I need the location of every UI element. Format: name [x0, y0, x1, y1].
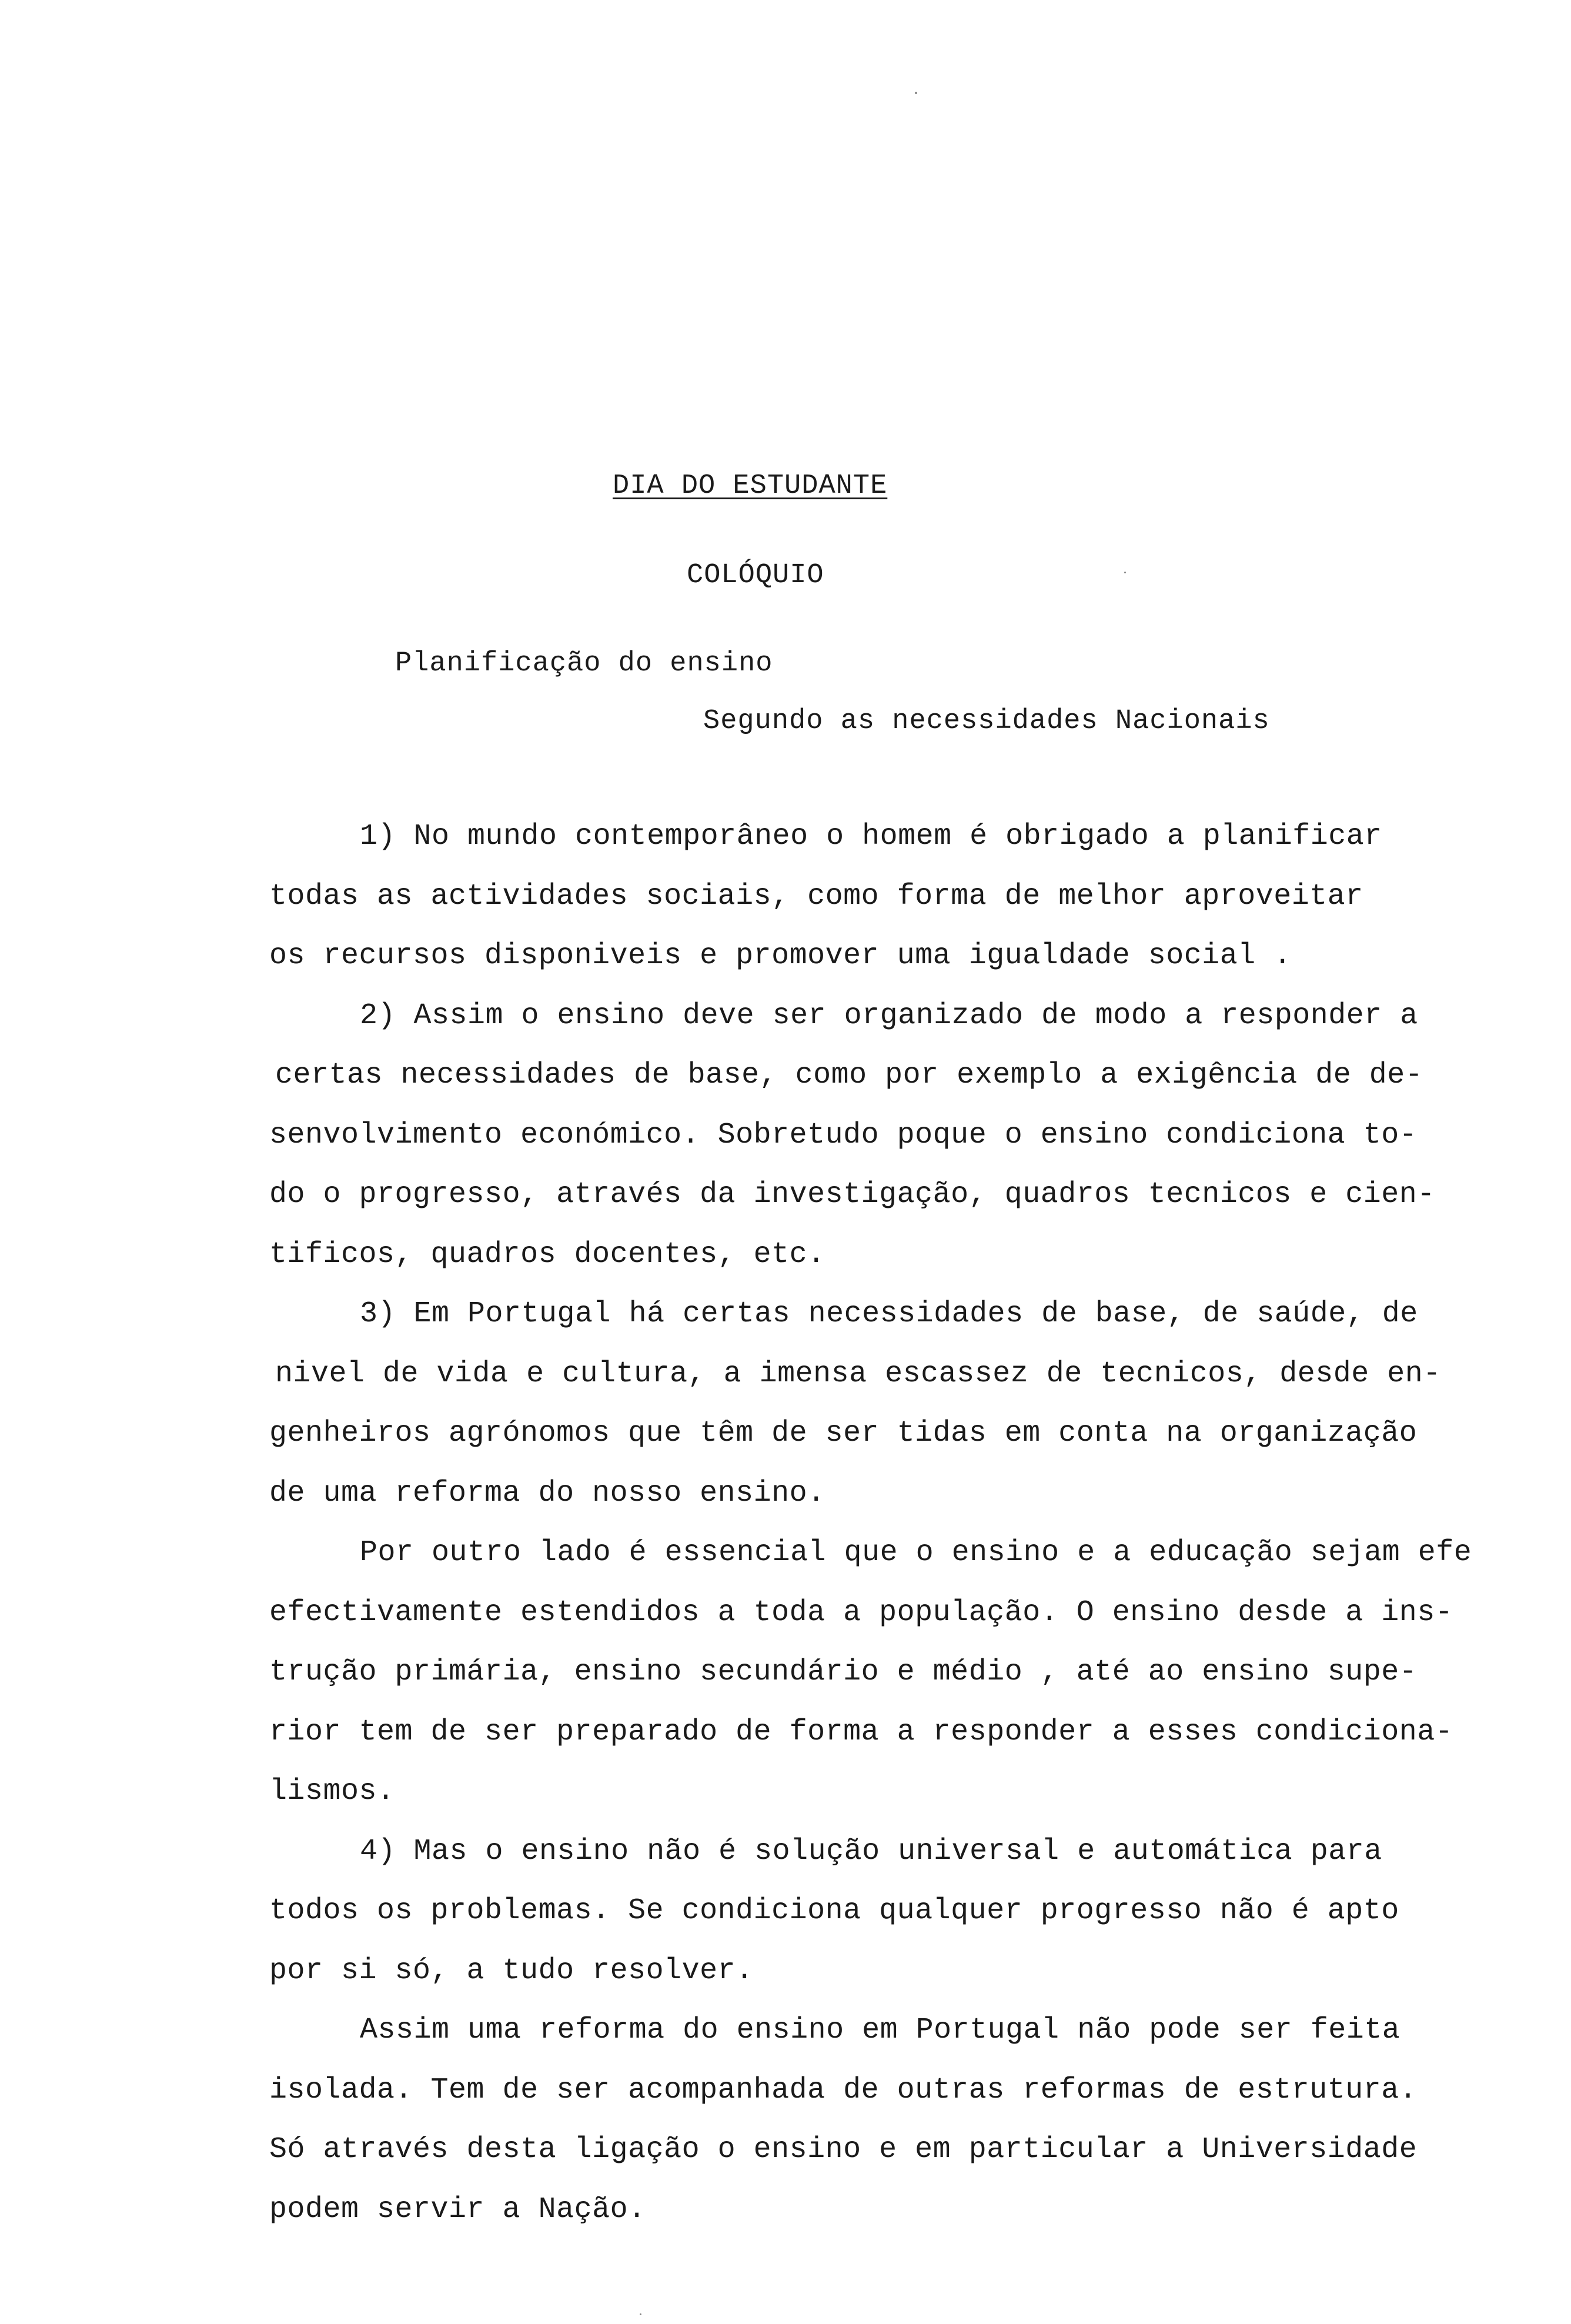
text-line: Por outro lado é essencial que o ensino e a educação sejam efe — [360, 1536, 1472, 1570]
document-title: DIA DO ESTUDANTE — [613, 470, 888, 502]
text-line: tificos, quadros docentes, etc. — [269, 1238, 825, 1271]
topic-line-2: Segundo as necessidades Nacionais — [703, 706, 1270, 737]
text-line: efectivamente estendidos a toda a população. O ensino desde a ins- — [269, 1596, 1453, 1630]
text-line: 3) Em Portugal há certas necessidades de base, de saúde, de — [360, 1297, 1418, 1331]
text-line: Assim uma reforma do ensino em Portugal não pode ser feita — [360, 2014, 1400, 2047]
text-line: nivel de vida e cultura, a imensa escassez de tecnicos, desde en- — [275, 1357, 1441, 1391]
text-line: por si só, a tudo resolver. — [269, 1954, 754, 1988]
text-line: todas as actividades sociais, como forma de melhor aproveitar — [269, 880, 1363, 913]
topic-line-1: Planificação do ensino — [395, 648, 773, 679]
text-line: trução primária, ensino secundário e médio , até ao ensino supe- — [269, 1655, 1418, 1689]
text-line: isolada. Tem de ser acompanhada de outras reformas de estrutura. — [269, 2073, 1418, 2107]
text-line: genheiros agrónomos que têm de ser tidas em conta na organização — [269, 1417, 1418, 1450]
text-line: 2) Assim o ensino deve ser organizado de modo a responder a — [360, 999, 1418, 1033]
text-line: 1) No mundo contemporâneo o homem é obrigado a planificar — [360, 820, 1382, 853]
text-line: 4) Mas o ensino não é solução universal e automática para — [360, 1835, 1382, 1868]
scan-speck — [1124, 572, 1126, 573]
text-line: podem servir a Nação. — [269, 2193, 646, 2226]
text-line: rior tem de ser preparado de forma a responder a esses condiciona- — [269, 1715, 1453, 1749]
scan-speck — [640, 2313, 641, 2315]
document-subtitle: COLÓQUIO — [687, 560, 824, 591]
text-line: lismos. — [269, 1775, 395, 1808]
text-line: senvolvimento económico. Sobretudo poque o ensino condiciona to- — [269, 1118, 1418, 1152]
text-line: certas necessidades de base, como por exemplo a exigência de de- — [275, 1059, 1423, 1092]
text-line: do o progresso, através da investigação, quadros tecnicos e cien- — [269, 1178, 1435, 1211]
scan-speck — [915, 92, 917, 94]
text-line: Só através desta ligação o ensino e em particular a Universidade — [269, 2133, 1418, 2166]
text-line: de uma reforma do nosso ensino. — [269, 1477, 825, 1510]
text-line: os recursos disponiveis e promover uma igualdade social . — [269, 939, 1292, 973]
text-line: todos os problemas. Se condiciona qualquer progresso não é apto — [269, 1894, 1399, 1928]
